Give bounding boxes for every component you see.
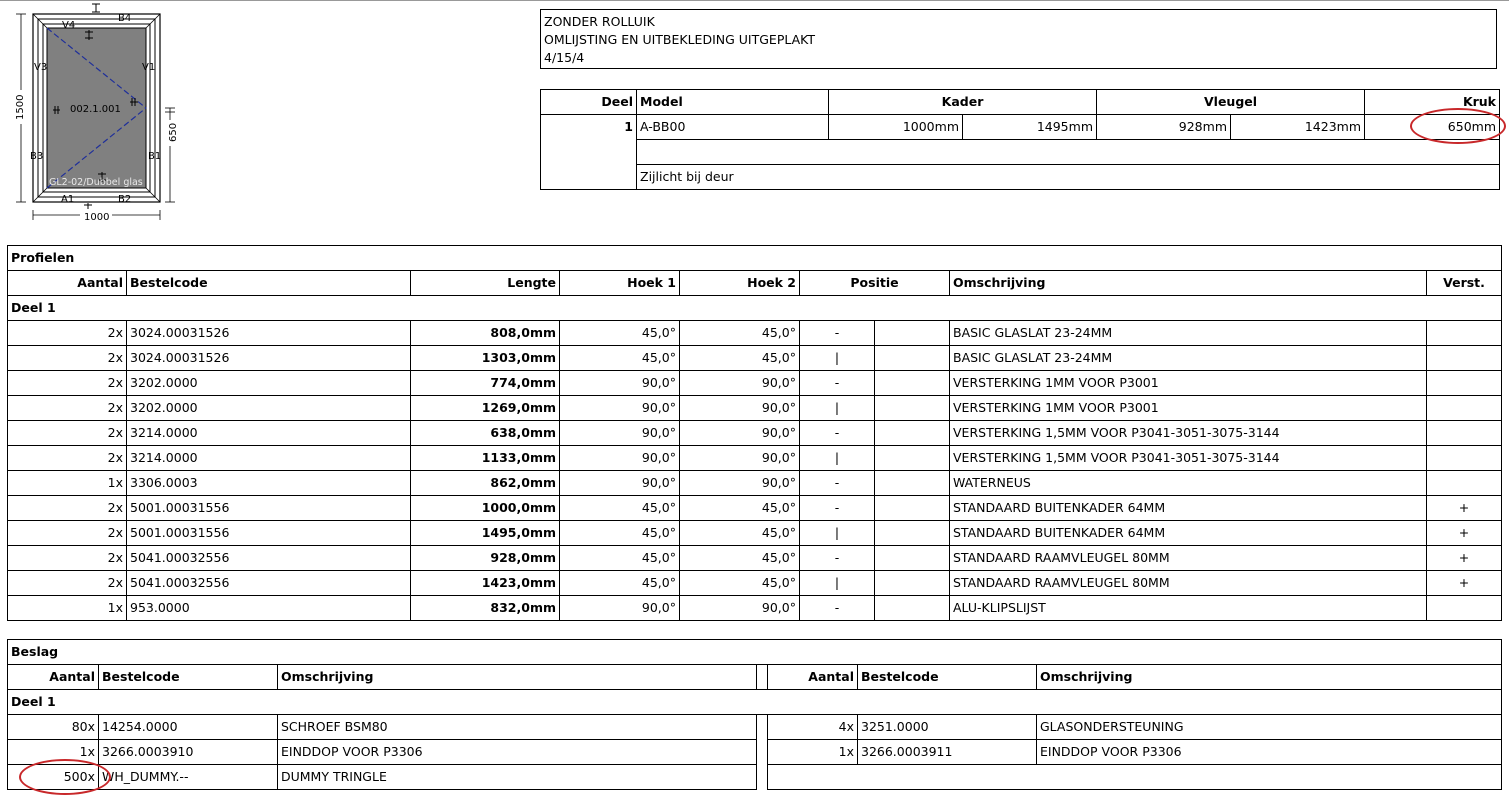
table-row bbox=[8, 346, 1502, 371]
col-omschrijving: Omschrijving bbox=[950, 271, 1427, 296]
cell-positie: - bbox=[800, 496, 875, 521]
cell-hoek1: 90,0° bbox=[560, 421, 680, 446]
cell-positie-extra bbox=[875, 571, 950, 596]
col-verst: Verst. bbox=[1427, 271, 1502, 296]
cell-hoek1: 90,0° bbox=[560, 371, 680, 396]
profielen-table bbox=[7, 245, 1502, 621]
cell-bestelcode: 3024.00031526 bbox=[127, 321, 411, 346]
cell-omschrijving: VERSTERKING 1,5MM VOOR P3041-3051-3075-3144 bbox=[950, 446, 1427, 471]
label-v1: V1 bbox=[142, 62, 156, 73]
beslag-col-bestelcode-left: Bestelcode bbox=[99, 665, 278, 690]
cell-verst bbox=[1427, 471, 1502, 496]
header-kader: Kader bbox=[829, 90, 1097, 115]
cell-positie-extra bbox=[875, 421, 950, 446]
table-row bbox=[8, 596, 1502, 621]
window-code: 002.1.001 bbox=[70, 104, 121, 115]
summary-table bbox=[540, 89, 1500, 190]
cell-verst bbox=[1427, 596, 1502, 621]
cell-positie: | bbox=[800, 396, 875, 421]
cell-lengte: 862,0mm bbox=[411, 471, 560, 496]
cell-omschrijving: STANDAARD RAAMVLEUGEL 80MM bbox=[950, 546, 1427, 571]
cell-bestelcode-left: WH_DUMMY.-- bbox=[99, 765, 278, 790]
cell-omschrijving-right: EINDDOP VOOR P3306 bbox=[1037, 740, 1502, 765]
table-row bbox=[8, 765, 1502, 790]
beslag-group: Deel 1 bbox=[8, 690, 1502, 715]
cell-lengte: 832,0mm bbox=[411, 596, 560, 621]
cell-positie-extra bbox=[875, 546, 950, 571]
info-line-1: ZONDER ROLLUIK bbox=[544, 14, 655, 29]
cell-omschrijving: ALU-KLIPSLIJST bbox=[950, 596, 1427, 621]
col-lengte: Lengte bbox=[411, 271, 560, 296]
cell-positie: - bbox=[800, 321, 875, 346]
cell-aantal: 2x bbox=[8, 396, 127, 421]
summary-kader-height: 1495mm bbox=[963, 115, 1097, 140]
window-drawing bbox=[8, 2, 193, 224]
header-vleugel: Vleugel bbox=[1097, 90, 1365, 115]
cell-positie-extra bbox=[875, 346, 950, 371]
col-positie: Positie bbox=[800, 271, 950, 296]
cell-omschrijving: VERSTERKING 1MM VOOR P3001 bbox=[950, 396, 1427, 421]
cell-hoek1: 45,0° bbox=[560, 496, 680, 521]
table-row bbox=[8, 715, 1502, 740]
cell-positie: - bbox=[800, 371, 875, 396]
cell-verst bbox=[1427, 446, 1502, 471]
cell-verst: + bbox=[1427, 571, 1502, 596]
cell-gap bbox=[757, 740, 768, 765]
summary-vleugel-height: 1423mm bbox=[1231, 115, 1365, 140]
table-row bbox=[8, 421, 1502, 446]
cell-aantal: 1x bbox=[8, 596, 127, 621]
cell-bestelcode: 5001.00031556 bbox=[127, 496, 411, 521]
table-row bbox=[8, 521, 1502, 546]
cell-hoek1: 45,0° bbox=[560, 571, 680, 596]
cell-hoek2: 90,0° bbox=[680, 396, 800, 421]
cell-positie: - bbox=[800, 546, 875, 571]
beslag-rows bbox=[8, 715, 1502, 790]
label-b4: B4 bbox=[118, 13, 132, 24]
cell-omschrijving-left: EINDDOP VOOR P3306 bbox=[278, 740, 757, 765]
cell-positie: - bbox=[800, 421, 875, 446]
cell-positie-extra bbox=[875, 321, 950, 346]
col-hoek1: Hoek 1 bbox=[560, 271, 680, 296]
cell-lengte: 1495,0mm bbox=[411, 521, 560, 546]
table-row bbox=[8, 546, 1502, 571]
cell-lengte: 1000,0mm bbox=[411, 496, 560, 521]
cell-hoek2: 90,0° bbox=[680, 371, 800, 396]
cell-gap bbox=[757, 765, 768, 790]
cell-hoek2: 90,0° bbox=[680, 421, 800, 446]
cell-bestelcode: 5001.00031556 bbox=[127, 521, 411, 546]
cell-verst bbox=[1427, 396, 1502, 421]
table-row bbox=[8, 321, 1502, 346]
cell-omschrijving: STANDAARD RAAMVLEUGEL 80MM bbox=[950, 571, 1427, 596]
glass-type: GL2-02/Dubbel glas bbox=[49, 177, 143, 188]
cell-omschrijving: STANDAARD BUITENKADER 64MM bbox=[950, 496, 1427, 521]
cell-bestelcode-right: 3266.0003911 bbox=[858, 740, 1037, 765]
cell-bestelcode: 3214.0000 bbox=[127, 446, 411, 471]
cell-omschrijving: VERSTERKING 1,5MM VOOR P3041-3051-3075-3144 bbox=[950, 421, 1427, 446]
cell-hoek1: 45,0° bbox=[560, 321, 680, 346]
profielen-title: Profielen bbox=[8, 246, 1502, 271]
cell-gap bbox=[757, 715, 768, 740]
cell-omschrijving: WATERNEUS bbox=[950, 471, 1427, 496]
col-aantal: Aantal bbox=[8, 271, 127, 296]
cell-hoek2: 45,0° bbox=[680, 546, 800, 571]
table-row bbox=[8, 571, 1502, 596]
cell-aantal: 2x bbox=[8, 521, 127, 546]
cell-omschrijving: BASIC GLASLAT 23-24MM bbox=[950, 321, 1427, 346]
cell-aantal: 2x bbox=[8, 346, 127, 371]
cell-aantal: 2x bbox=[8, 571, 127, 596]
cell-bestelcode: 5041.00032556 bbox=[127, 546, 411, 571]
label-v4: V4 bbox=[62, 20, 76, 31]
beslag-col-bestelcode-right: Bestelcode bbox=[858, 665, 1037, 690]
cell-positie-extra bbox=[875, 471, 950, 496]
cell-aantal-left: 500x bbox=[8, 765, 99, 790]
table-row bbox=[8, 471, 1502, 496]
width-dimension: 1000 bbox=[84, 212, 110, 223]
beslag-table bbox=[7, 639, 1502, 790]
table-row bbox=[8, 396, 1502, 421]
beslag-col-aantal-right: Aantal bbox=[768, 665, 858, 690]
summary-kruk: 650mm bbox=[1365, 115, 1500, 140]
beslag-col-aantal-left: Aantal bbox=[8, 665, 99, 690]
cell-bestelcode: 3214.0000 bbox=[127, 421, 411, 446]
cell-hoek2: 45,0° bbox=[680, 571, 800, 596]
cell-positie-extra bbox=[875, 596, 950, 621]
header-model: Model bbox=[637, 90, 829, 115]
info-box bbox=[540, 9, 1497, 69]
cell-hoek2: 90,0° bbox=[680, 596, 800, 621]
cell-verst: + bbox=[1427, 546, 1502, 571]
cell-hoek2: 90,0° bbox=[680, 471, 800, 496]
cell-positie-extra bbox=[875, 396, 950, 421]
cell-bestelcode-right: 3251.0000 bbox=[858, 715, 1037, 740]
cell-verst bbox=[1427, 371, 1502, 396]
label-b2: B2 bbox=[118, 194, 132, 205]
cell-aantal: 2x bbox=[8, 371, 127, 396]
cell-positie: - bbox=[800, 471, 875, 496]
cell-positie-extra bbox=[875, 496, 950, 521]
col-hoek2: Hoek 2 bbox=[680, 271, 800, 296]
cell-empty-right bbox=[768, 765, 1502, 790]
label-b1: B1 bbox=[148, 151, 162, 162]
label-v3: V3 bbox=[34, 62, 48, 73]
cell-verst: + bbox=[1427, 521, 1502, 546]
cell-verst: + bbox=[1427, 496, 1502, 521]
cell-aantal-left: 80x bbox=[8, 715, 99, 740]
cell-omschrijving-left: DUMMY TRINGLE bbox=[278, 765, 757, 790]
cell-positie-extra bbox=[875, 371, 950, 396]
cell-lengte: 638,0mm bbox=[411, 421, 560, 446]
cell-lengte: 928,0mm bbox=[411, 546, 560, 571]
cell-hoek2: 45,0° bbox=[680, 346, 800, 371]
cell-hoek2: 45,0° bbox=[680, 521, 800, 546]
table-row bbox=[8, 371, 1502, 396]
cell-aantal: 1x bbox=[8, 471, 127, 496]
summary-kader-width: 1000mm bbox=[829, 115, 963, 140]
height-dimension: 1500 bbox=[15, 94, 26, 120]
cell-bestelcode-left: 14254.0000 bbox=[99, 715, 278, 740]
kruk-dimension: 650 bbox=[168, 122, 179, 142]
cell-aantal: 2x bbox=[8, 321, 127, 346]
cell-lengte: 774,0mm bbox=[411, 371, 560, 396]
cell-aantal: 2x bbox=[8, 496, 127, 521]
col-bestelcode: Bestelcode bbox=[127, 271, 411, 296]
cell-hoek1: 90,0° bbox=[560, 471, 680, 496]
cell-positie-extra bbox=[875, 446, 950, 471]
cell-aantal: 2x bbox=[8, 421, 127, 446]
cell-aantal-right: 4x bbox=[768, 715, 858, 740]
label-b3: B3 bbox=[30, 151, 44, 162]
cell-omschrijving: STANDAARD BUITENKADER 64MM bbox=[950, 521, 1427, 546]
cell-omschrijving: BASIC GLASLAT 23-24MM bbox=[950, 346, 1427, 371]
cell-bestelcode: 3024.00031526 bbox=[127, 346, 411, 371]
cell-hoek1: 90,0° bbox=[560, 446, 680, 471]
summary-note: Zijlicht bij deur bbox=[637, 165, 1500, 190]
cell-lengte: 1133,0mm bbox=[411, 446, 560, 471]
cell-verst bbox=[1427, 346, 1502, 371]
cell-omschrijving-left: SCHROEF BSM80 bbox=[278, 715, 757, 740]
cell-aantal-right: 1x bbox=[768, 740, 858, 765]
cell-aantal: 2x bbox=[8, 546, 127, 571]
info-line-2: OMLIJSTING EN UITBEKLEDING UITGEPLAKT bbox=[544, 32, 816, 47]
cell-positie-extra bbox=[875, 521, 950, 546]
top-rule bbox=[0, 0, 1509, 1]
header-deel: Deel bbox=[541, 90, 637, 115]
cell-hoek1: 90,0° bbox=[560, 396, 680, 421]
beslag-col-omschrijving-right: Omschrijving bbox=[1037, 665, 1502, 690]
cell-hoek1: 45,0° bbox=[560, 521, 680, 546]
cell-bestelcode: 5041.00032556 bbox=[127, 571, 411, 596]
cell-hoek2: 45,0° bbox=[680, 496, 800, 521]
summary-deel: 1 bbox=[541, 115, 637, 190]
cell-omschrijving: VERSTERKING 1MM VOOR P3001 bbox=[950, 371, 1427, 396]
table-row bbox=[8, 496, 1502, 521]
profielen-group: Deel 1 bbox=[8, 296, 1502, 321]
cell-omschrijving-right: GLASONDERSTEUNING bbox=[1037, 715, 1502, 740]
cell-lengte: 1423,0mm bbox=[411, 571, 560, 596]
cell-aantal: 2x bbox=[8, 446, 127, 471]
cell-bestelcode: 3306.0003 bbox=[127, 471, 411, 496]
cell-hoek1: 45,0° bbox=[560, 546, 680, 571]
profielen-rows bbox=[8, 321, 1502, 621]
summary-vleugel-width: 928mm bbox=[1097, 115, 1231, 140]
cell-positie: | bbox=[800, 521, 875, 546]
cell-bestelcode-left: 3266.0003910 bbox=[99, 740, 278, 765]
cell-positie: | bbox=[800, 571, 875, 596]
cell-hoek2: 45,0° bbox=[680, 321, 800, 346]
header-kruk: Kruk bbox=[1365, 90, 1500, 115]
cell-hoek2: 90,0° bbox=[680, 446, 800, 471]
summary-empty-row bbox=[637, 140, 1500, 165]
cell-hoek1: 90,0° bbox=[560, 596, 680, 621]
cell-lengte: 808,0mm bbox=[411, 321, 560, 346]
cell-bestelcode: 3202.0000 bbox=[127, 371, 411, 396]
beslag-col-omschrijving-left: Omschrijving bbox=[278, 665, 757, 690]
cell-lengte: 1303,0mm bbox=[411, 346, 560, 371]
cell-positie: | bbox=[800, 346, 875, 371]
label-a1: A1 bbox=[61, 194, 75, 205]
cell-aantal-left: 1x bbox=[8, 740, 99, 765]
table-row bbox=[8, 740, 1502, 765]
cell-hoek1: 45,0° bbox=[560, 346, 680, 371]
cell-bestelcode: 3202.0000 bbox=[127, 396, 411, 421]
info-line-3: 4/15/4 bbox=[544, 50, 585, 65]
table-row bbox=[8, 446, 1502, 471]
cell-verst bbox=[1427, 321, 1502, 346]
beslag-title: Beslag bbox=[8, 640, 1502, 665]
cell-bestelcode: 953.0000 bbox=[127, 596, 411, 621]
cell-lengte: 1269,0mm bbox=[411, 396, 560, 421]
summary-model: A-BB00 bbox=[637, 115, 829, 140]
cell-verst bbox=[1427, 421, 1502, 446]
cell-positie: - bbox=[800, 596, 875, 621]
cell-positie: | bbox=[800, 446, 875, 471]
